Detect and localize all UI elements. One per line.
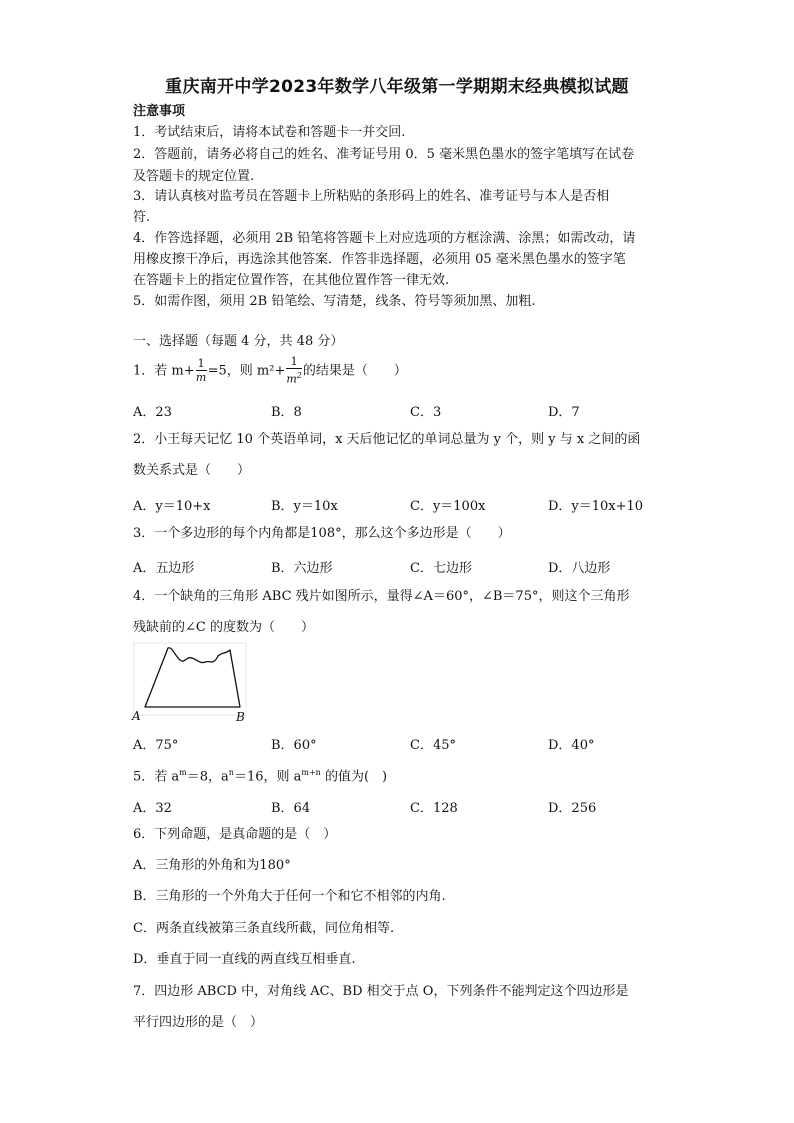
q2-option-d: D．y＝10x+10 <box>548 499 644 514</box>
q1-fraction-2-numerator: 1 <box>286 356 302 369</box>
question-1 <box>133 356 407 386</box>
question-2-line-2: 数关系式是（ ） <box>133 463 251 478</box>
broken-triangle-figure <box>130 642 252 726</box>
q4-option-a: A．75° <box>133 738 179 753</box>
notice-item: 及答题卡的规定位置. <box>133 169 255 184</box>
q4-option-b: B．60° <box>271 738 317 753</box>
page-title: 重庆南开中学2023年数学八年级第一学期期末经典模拟试题 <box>165 77 629 97</box>
section-heading: 一、选择题（每题 4 分，共 48 分） <box>133 334 344 349</box>
q3-option-b: B．六边形 <box>271 561 333 576</box>
q5-exponent-m-plus-n: m+n <box>301 768 321 777</box>
notice-item: 符. <box>133 210 151 225</box>
notice-item: 2．答题前，请务必将自己的姓名、准考证号用 0．5 毫米黑色墨水的签字笔填写在试卷 <box>133 147 635 162</box>
q5-prefix: 5．若 a <box>133 769 180 785</box>
q1-mid: =5，则 m²+ <box>207 363 286 379</box>
question-6: 6．下列命题，是真命题的是（ ） <box>133 827 337 842</box>
q6-option-d: D．垂直于同一直线的两直线互相垂直. <box>133 952 356 967</box>
q5-mid-2: ＝16，则 a <box>233 769 302 785</box>
notice-item: 4．作答选择题，必须用 2B 铅笔将答题卡上对应选项的方框涂满、涂黑；如需改动，请 <box>133 231 636 246</box>
vertex-label-a: A <box>132 709 141 723</box>
q1-option-a: A．23 <box>133 405 172 420</box>
q1-fraction-1 <box>196 358 207 384</box>
q5-option-a: A．32 <box>133 801 172 816</box>
vertex-label-b: B <box>236 710 245 724</box>
q1-fraction-2-exponent: 2 <box>296 371 302 380</box>
q5-option-b: B．64 <box>271 801 311 816</box>
question-7-line-2: 平行四边形的是（ ） <box>133 1015 264 1030</box>
q1-option-d: D．7 <box>548 405 580 420</box>
question-3: 3．一个多边形的每个内角都是108°，那么这个多边形是（ ） <box>133 526 511 541</box>
question-5 <box>133 765 387 785</box>
q2-option-a: A．y＝10+x <box>133 499 211 514</box>
q5-exponent-n: n <box>228 768 234 777</box>
notice-item: 5．如需作图，须用 2B 铅笔绘、写清楚，线条、符号等须加黑、加粗. <box>133 294 536 309</box>
q1-fraction-1-numerator: 1 <box>197 356 205 370</box>
q6-option-a: A．三角形的外角和为180° <box>133 858 291 873</box>
q1-fraction-2-base: m <box>286 372 297 386</box>
q1-option-b: B．8 <box>271 405 302 420</box>
notice-item: 1．考试结束后，请将本试卷和答题卡一并交回. <box>133 125 406 140</box>
notice-item: 在答题卡上的指定位置作答，在其他位置作答一律无效. <box>133 273 450 288</box>
figure-frame <box>134 643 246 715</box>
q5-mid-1: ＝8，a <box>186 769 229 785</box>
q1-suffix: 的结果是（ ） <box>302 363 407 379</box>
q1-fraction-1-denominator: m <box>195 370 207 384</box>
q5-suffix: 的值为( ) <box>320 769 388 785</box>
q3-option-d: D．八边形 <box>548 561 611 576</box>
q3-option-a: A．五边形 <box>133 561 195 576</box>
q2-option-c: C．y＝100x <box>410 499 486 514</box>
question-4-line-2: 残缺前的∠C 的度数为（ ） <box>133 620 314 635</box>
q1-fraction-2 <box>286 356 302 386</box>
q1-option-c: C．3 <box>410 405 442 420</box>
question-2-line-1: 2．小王每天记忆 10 个英语单词，x 天后他记忆的单词总量为 y 个，则 y 与 x 之间的函 <box>133 432 641 447</box>
q5-option-d: D．256 <box>548 801 597 816</box>
notice-heading: 注意事项 <box>133 104 186 119</box>
q1-prefix: 1．若 m+ <box>133 363 195 379</box>
q3-option-c: C．七边形 <box>410 561 472 576</box>
q4-option-d: D．40° <box>548 738 595 753</box>
q5-option-c: C．128 <box>410 801 458 816</box>
q6-option-c: C．两条直线被第三条直线所截，同位角相等. <box>133 921 395 936</box>
question-4-line-1: 4．一个缺角的三角形 ABC 残片如图所示，量得∠A＝60°，∠B＝75°，则这个三角形 <box>133 589 630 604</box>
notice-item: 用橡皮擦干净后，再选涂其他答案．作答非选择题，必须用 05 毫米黑色墨水的签字笔 <box>133 252 626 267</box>
q6-option-b: B．三角形的一个外角大于任何一个和它不相邻的内角. <box>133 889 446 904</box>
question-7-line-1: 7．四边形 ABCD 中，对角线 AC、BD 相交于点 O，下列条件不能判定这个四边形是 <box>133 984 629 999</box>
q4-option-c: C．45° <box>410 738 456 753</box>
q1-fraction-2-denominator <box>286 369 302 386</box>
q5-exponent-m: m <box>179 768 187 777</box>
notice-item: 3．请认真核对监考员在答题卡上所粘贴的条形码上的姓名、准考证号与本人是否相 <box>133 189 610 204</box>
q2-option-b: B．y＝10x <box>271 499 338 514</box>
